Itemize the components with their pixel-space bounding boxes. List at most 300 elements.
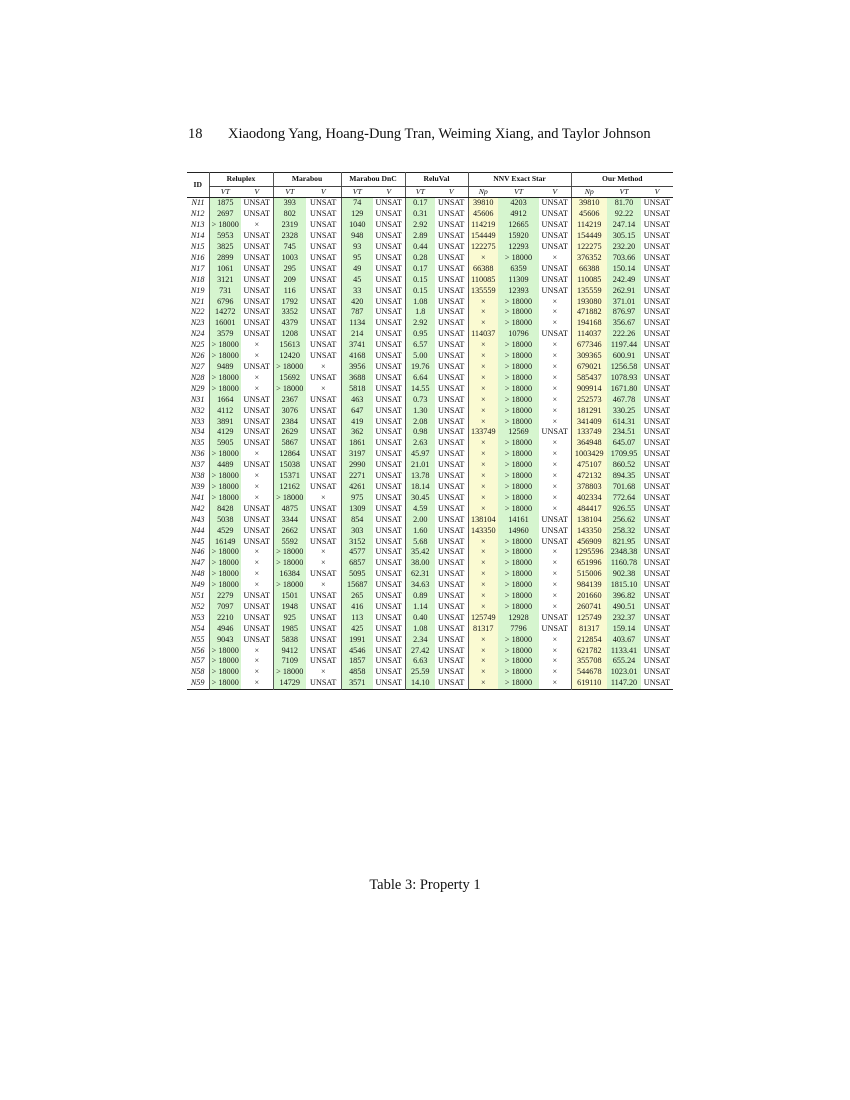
table-row	[187, 646, 673, 657]
table-cell: 1309	[341, 504, 373, 515]
table-cell: 16384	[273, 569, 306, 580]
table-cell: 0.31	[405, 209, 435, 220]
table-cell: UNSAT	[438, 536, 465, 546]
table-cell: ×	[468, 656, 498, 667]
table-row	[187, 318, 673, 329]
author-line: Xiaodong Yang, Hoang-Dung Tran, Weiming Xiang, and Taylor Johnson	[228, 126, 651, 142]
table-cell: > 18000	[209, 449, 241, 460]
table-cell: UNSAT	[375, 318, 402, 328]
table-cell: UNSAT	[541, 231, 568, 241]
table-cell: ×	[552, 591, 558, 601]
table-cell: 3741	[341, 340, 373, 351]
table-cell: > 18000	[498, 493, 539, 504]
table-cell: 1295596	[571, 547, 607, 558]
table-row	[187, 384, 673, 395]
table-cell: 5.00	[405, 351, 435, 362]
table-cell: UNSAT	[243, 252, 270, 262]
table-cell: UNSAT	[375, 252, 402, 262]
table-cell: 4875	[273, 504, 306, 515]
table-row	[187, 504, 673, 515]
row-id: N59	[190, 678, 205, 688]
table-cell: 2.00	[405, 515, 435, 526]
table-cell: 3344	[273, 515, 306, 526]
table-cell: 2.63	[405, 438, 435, 449]
table-cell: ×	[468, 438, 498, 449]
table-cell: 14960	[498, 526, 539, 537]
table-cell: > 18000	[498, 678, 539, 689]
table-cell: 1197.44	[607, 340, 641, 351]
table-cell: 135559	[468, 286, 498, 297]
table-cell: UNSAT	[438, 656, 465, 666]
table-cell: 114219	[571, 220, 607, 231]
table-row	[187, 471, 673, 482]
table-cell: 948	[341, 231, 373, 242]
table-cell: 209	[273, 275, 306, 286]
table-cell: 6.57	[405, 340, 435, 351]
table-cell: > 18000	[498, 318, 539, 329]
table-cell: UNSAT	[310, 634, 337, 644]
table-cell: 201660	[571, 591, 607, 602]
table-cell: > 18000	[498, 667, 539, 678]
table-cell: UNSAT	[643, 242, 671, 252]
row-id: N49	[190, 580, 205, 590]
table-cell: 39810	[571, 198, 607, 209]
table-cell: 15038	[273, 460, 306, 471]
table-row	[187, 547, 673, 558]
row-id: N37	[190, 460, 205, 470]
table-cell: 0.44	[405, 242, 435, 253]
table-cell: UNSAT	[643, 285, 671, 295]
table-cell: 1061	[209, 264, 241, 275]
table-cell: 5953	[209, 231, 241, 242]
table-row	[187, 537, 673, 548]
table-cell: 12928	[498, 613, 539, 624]
table-cell: 984139	[571, 580, 607, 591]
table-cell: 5592	[273, 537, 306, 548]
table-cell: 2899	[209, 253, 241, 264]
table-cell: 330.25	[607, 406, 641, 417]
table-cell: 621782	[571, 646, 607, 657]
table-cell: UNSAT	[438, 307, 465, 317]
table-row	[187, 373, 673, 384]
table-cell: UNSAT	[375, 634, 402, 644]
table-cell: UNSAT	[643, 514, 671, 524]
group-header-marabou: Marabou	[273, 173, 341, 187]
table-cell: 18.14	[405, 482, 435, 493]
table-cell: 113	[341, 613, 373, 624]
table-row	[187, 678, 673, 689]
table-cell: 376352	[571, 253, 607, 264]
page-number: 18	[188, 126, 203, 142]
table-cell: 232.37	[607, 613, 641, 624]
table-cell: 309365	[571, 351, 607, 362]
table-cell: 39810	[468, 198, 498, 209]
table-cell: 9489	[209, 362, 241, 373]
table-cell: UNSAT	[643, 405, 671, 415]
table-cell: UNSAT	[643, 623, 671, 633]
table-cell: 1948	[273, 602, 306, 613]
table-cell: UNSAT	[643, 601, 671, 611]
table-cell: > 18000	[498, 449, 539, 460]
table-cell: 0.73	[405, 395, 435, 406]
table-cell: UNSAT	[438, 612, 465, 622]
table-cell: > 18000	[209, 558, 241, 569]
table-cell: ×	[552, 460, 558, 470]
table-cell: UNSAT	[310, 372, 337, 382]
table-cell: ×	[468, 318, 498, 329]
table-cell: 114037	[468, 329, 498, 340]
group-header-reluplex: Reluplex	[209, 173, 273, 187]
table-cell: 419	[341, 417, 373, 428]
table-cell: > 18000	[498, 646, 539, 657]
table-cell: UNSAT	[310, 231, 337, 241]
row-id: N31	[190, 394, 205, 404]
table-row	[187, 427, 673, 438]
table-cell: UNSAT	[643, 547, 671, 557]
table-cell: 0.15	[405, 286, 435, 297]
table-cell: 2319	[273, 220, 306, 231]
table-cell: UNSAT	[438, 645, 465, 655]
table-cell: UNSAT	[643, 656, 671, 666]
subheader-cell: V	[435, 186, 468, 198]
table-cell: > 18000	[498, 340, 539, 351]
table-cell: ×	[468, 297, 498, 308]
table-cell: 15692	[273, 373, 306, 384]
table-cell: ×	[552, 438, 558, 448]
table-cell: UNSAT	[375, 427, 402, 437]
table-cell: 3688	[341, 373, 373, 384]
table-cell: UNSAT	[541, 514, 568, 524]
table-cell: 2662	[273, 526, 306, 537]
table-cell: UNSAT	[541, 274, 568, 284]
table-cell: > 18000	[209, 471, 241, 482]
table-cell: 5095	[341, 569, 373, 580]
table-cell: 15613	[273, 340, 306, 351]
table-cell: UNSAT	[438, 394, 465, 404]
table-cell: 7109	[273, 656, 306, 667]
table-row	[187, 449, 673, 460]
table-cell: ×	[552, 340, 558, 350]
table-cell: 14272	[209, 307, 241, 318]
table-cell: 645.07	[607, 438, 641, 449]
row-id: N47	[190, 558, 205, 568]
table-cell: UNSAT	[375, 340, 402, 350]
table-cell: 651996	[571, 558, 607, 569]
table-cell: ×	[468, 678, 498, 689]
table-cell: UNSAT	[310, 242, 337, 252]
table-cell: 25.59	[405, 667, 435, 678]
table-cell: ×	[468, 384, 498, 395]
table-cell: 745	[273, 242, 306, 253]
row-id: N26	[190, 351, 205, 361]
table-cell: UNSAT	[438, 492, 465, 502]
table-cell: 1023.01	[607, 667, 641, 678]
table-cell: UNSAT	[243, 460, 270, 470]
table-cell: ×	[254, 667, 260, 677]
table-cell: 677346	[571, 340, 607, 351]
table-cell: ×	[552, 558, 558, 568]
table-cell: UNSAT	[643, 231, 671, 241]
table-cell: UNSAT	[310, 623, 337, 633]
table-cell: ×	[552, 383, 558, 393]
table-cell: > 18000	[209, 482, 241, 493]
table-cell: 9412	[273, 646, 306, 657]
table-cell: UNSAT	[375, 612, 402, 622]
table-row	[187, 635, 673, 646]
table-cell: 12864	[273, 449, 306, 460]
table-cell: > 18000	[498, 297, 539, 308]
table-row	[187, 613, 673, 624]
subheader-cell: V	[539, 186, 571, 198]
table-cell: 463	[341, 395, 373, 406]
table-cell: UNSAT	[438, 449, 465, 459]
table-cell: UNSAT	[438, 416, 465, 426]
table-cell: ×	[468, 493, 498, 504]
table-cell: ×	[552, 471, 558, 481]
table-cell: ×	[552, 678, 558, 688]
table-cell: 0.17	[405, 198, 435, 209]
table-cell: UNSAT	[643, 329, 671, 339]
row-id: N19	[190, 285, 205, 295]
table-cell: 396.82	[607, 591, 641, 602]
table-cell: 402334	[571, 493, 607, 504]
table-cell: ×	[552, 416, 558, 426]
table-cell: UNSAT	[375, 329, 402, 339]
subheader-cell: VT	[607, 186, 641, 198]
table-row	[187, 624, 673, 635]
table-cell: 701.68	[607, 482, 641, 493]
table-cell: UNSAT	[243, 634, 270, 644]
table-cell: 1160.78	[607, 558, 641, 569]
table-cell: 143350	[571, 526, 607, 537]
table-cell: 4577	[341, 547, 373, 558]
table-cell: > 18000	[209, 656, 241, 667]
table-cell: UNSAT	[310, 503, 337, 513]
table-cell: > 18000	[498, 384, 539, 395]
table-cell: UNSAT	[541, 209, 568, 219]
table-cell: UNSAT	[243, 525, 270, 535]
table-row	[187, 351, 673, 362]
table-cell: UNSAT	[438, 242, 465, 252]
table-cell: UNSAT	[643, 220, 671, 230]
table-cell: > 18000	[209, 373, 241, 384]
table-cell: 854	[341, 515, 373, 526]
table-cell: UNSAT	[310, 209, 337, 219]
subheader-cell: VT	[341, 186, 373, 198]
table-row	[187, 591, 673, 602]
row-id: N28	[190, 372, 205, 382]
table-cell: UNSAT	[438, 591, 465, 601]
table-cell: 14.55	[405, 384, 435, 395]
table-cell: 4489	[209, 460, 241, 471]
table-cell: 260741	[571, 602, 607, 613]
table-cell: 4261	[341, 482, 373, 493]
table-cell: 425	[341, 624, 373, 635]
table-cell: UNSAT	[375, 242, 402, 252]
table-cell: UNSAT	[310, 601, 337, 611]
table-cell: UNSAT	[438, 351, 465, 361]
table-cell: 5838	[273, 635, 306, 646]
table-cell: 193080	[571, 297, 607, 308]
table-cell: 159.14	[607, 624, 641, 635]
table-cell: 258.32	[607, 526, 641, 537]
table-cell: ×	[468, 482, 498, 493]
table-row	[187, 231, 673, 242]
table-cell: ×	[552, 351, 558, 361]
row-id: N52	[190, 601, 205, 611]
table-cell: UNSAT	[438, 634, 465, 644]
group-header-reluval: ReluVal	[405, 173, 468, 187]
table-cell: UNSAT	[643, 372, 671, 382]
table-cell: UNSAT	[310, 678, 337, 688]
table-cell: 0.40	[405, 613, 435, 624]
table-cell: > 18000	[209, 351, 241, 362]
table-cell: ×	[254, 558, 260, 568]
table-cell: ×	[468, 569, 498, 580]
row-id: N21	[190, 296, 205, 306]
row-id: N44	[190, 525, 205, 535]
row-id: N27	[190, 362, 205, 371]
table-cell: 66388	[468, 264, 498, 275]
table-cell: UNSAT	[643, 591, 671, 601]
table-cell: 472132	[571, 471, 607, 482]
table-cell: ×	[254, 481, 260, 491]
table-cell: UNSAT	[375, 231, 402, 241]
table-cell: UNSAT	[310, 514, 337, 524]
table-cell: 234.51	[607, 427, 641, 438]
table-cell: ×	[552, 601, 558, 611]
table-cell: 122275	[571, 242, 607, 253]
table-cell: 364948	[571, 438, 607, 449]
table-cell: 4529	[209, 526, 241, 537]
table-cell: ×	[254, 351, 260, 361]
table-cell: UNSAT	[375, 492, 402, 502]
table-cell: UNSAT	[375, 274, 402, 284]
table-cell: UNSAT	[375, 449, 402, 459]
table-cell: UNSAT	[541, 329, 568, 339]
table-cell: ×	[468, 406, 498, 417]
table-cell: 143350	[468, 526, 498, 537]
table-cell: 45606	[468, 209, 498, 220]
table-cell: UNSAT	[643, 427, 671, 437]
table-cell: UNSAT	[438, 383, 465, 393]
table-cell: ×	[320, 362, 326, 371]
table-cell: UNSAT	[438, 198, 465, 208]
table-cell: 16001	[209, 318, 241, 329]
table-cell: 16149	[209, 537, 241, 548]
table-cell: 9043	[209, 635, 241, 646]
table-cell: ×	[552, 667, 558, 677]
table-cell: > 18000	[273, 493, 306, 504]
table-cell: UNSAT	[375, 362, 402, 371]
table-cell: UNSAT	[310, 591, 337, 601]
group-header-marabou-dnc: Marabou DnC	[341, 173, 405, 187]
table-cell: 5818	[341, 384, 373, 395]
table-cell: > 18000	[209, 580, 241, 591]
table-cell: UNSAT	[310, 394, 337, 404]
table-cell: 5905	[209, 438, 241, 449]
table-cell: 2367	[273, 395, 306, 406]
table-cell: 125749	[571, 613, 607, 624]
table-cell: 471882	[571, 307, 607, 318]
table-cell: ×	[254, 580, 260, 590]
table-cell: UNSAT	[375, 667, 402, 677]
table-cell: 2629	[273, 427, 306, 438]
table-cell: 12293	[498, 242, 539, 253]
table-cell: 1815.10	[607, 580, 641, 591]
table-row	[187, 307, 673, 318]
table-cell: UNSAT	[438, 285, 465, 295]
table-cell: 4129	[209, 427, 241, 438]
table-cell: 7796	[498, 624, 539, 635]
table-cell: ×	[254, 569, 260, 579]
table-cell: 731	[209, 286, 241, 297]
row-id: N54	[190, 623, 205, 633]
table-cell: 194168	[571, 318, 607, 329]
table-cell: 909914	[571, 384, 607, 395]
table-cell: ×	[320, 547, 326, 557]
table-cell: UNSAT	[643, 318, 671, 328]
table-cell: 1861	[341, 438, 373, 449]
table-cell: > 18000	[498, 558, 539, 569]
table-cell: 33	[341, 286, 373, 297]
table-cell: 66388	[571, 264, 607, 275]
table-cell: 894.35	[607, 471, 641, 482]
table-cell: 21.01	[405, 460, 435, 471]
results-table	[187, 172, 673, 690]
table-cell: ×	[468, 340, 498, 351]
table-body	[187, 198, 673, 690]
table-cell: UNSAT	[243, 536, 270, 546]
table-cell: > 18000	[498, 460, 539, 471]
table-cell: ×	[468, 580, 498, 591]
row-id: N16	[190, 252, 205, 262]
table-row	[187, 667, 673, 678]
table-cell: UNSAT	[438, 623, 465, 633]
table-cell: ×	[468, 471, 498, 482]
table-cell: ×	[468, 537, 498, 548]
row-id: N51	[190, 591, 205, 601]
table-cell: UNSAT	[243, 274, 270, 284]
table-cell: UNSAT	[541, 427, 568, 437]
table-cell: 1003429	[571, 449, 607, 460]
table-row	[187, 493, 673, 504]
table-cell: UNSAT	[243, 612, 270, 622]
table-cell: 647	[341, 406, 373, 417]
table-cell: 876.97	[607, 307, 641, 318]
table-cell: 135559	[571, 286, 607, 297]
row-id: N32	[190, 405, 205, 415]
table-cell: 12665	[498, 220, 539, 231]
table-cell: 11309	[498, 275, 539, 286]
table-cell: > 18000	[498, 591, 539, 602]
table-cell: UNSAT	[375, 525, 402, 535]
table-cell: 242.49	[607, 275, 641, 286]
table-cell: 3152	[341, 537, 373, 548]
table-cell: ×	[468, 253, 498, 264]
table-cell: 341409	[571, 417, 607, 428]
table-row	[187, 580, 673, 591]
table-cell: UNSAT	[375, 416, 402, 426]
table-cell: UNSAT	[643, 536, 671, 546]
row-id: N41	[190, 492, 205, 502]
table-cell: 3956	[341, 362, 373, 373]
table-cell: UNSAT	[243, 318, 270, 328]
table-cell: UNSAT	[643, 492, 671, 502]
table-cell: 1003	[273, 253, 306, 264]
table-cell: > 18000	[498, 395, 539, 406]
table-cell: UNSAT	[375, 503, 402, 513]
